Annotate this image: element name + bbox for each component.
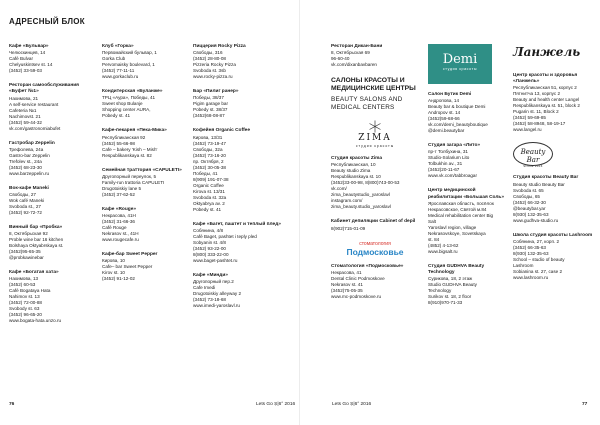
listing-line: Pugarin st. 11, Block 2 [513, 109, 559, 115]
listing-entry [102, 44, 188, 80]
listing-line: Нахимова, 21 [9, 95, 39, 101]
listing-name: Ресторан самообслуживания «Буфет №1» [9, 83, 79, 95]
listing-name: Вок-кафе Maneki [9, 185, 49, 191]
listing-line: 8, Октябрьская 69 [331, 50, 370, 56]
listing-line: instagram.com/ [331, 198, 363, 204]
listing-entry [9, 270, 95, 324]
listing-line: Ярославская область, посёлок [428, 200, 494, 206]
listing-line: Pigim garage bar [193, 101, 228, 107]
listing-line: Bolshaya Oktyabrskaya st. [9, 243, 64, 249]
listing-entry [9, 225, 95, 261]
demi-logo [428, 44, 492, 84]
listing-line: Nekrasov st., 41H [102, 231, 139, 237]
magazine-footer: Lets Go Ṣ|6° 2016 [332, 402, 372, 407]
listing-line: Lashroom [513, 262, 534, 268]
listing-line: (3452) 55-66-98 [102, 140, 135, 146]
listing-line: Cafe – bakery 'Kish – Mish' [102, 146, 158, 152]
listing-entry [331, 44, 419, 68]
zima-logo [331, 120, 419, 152]
listing-line: (3452) 93-22-00 [193, 245, 226, 251]
listing-line: Некрасова, 41Н [102, 213, 136, 219]
listing-line: Трефолева, 24а [9, 146, 44, 152]
listing-line: (3452) 66-35-63 [513, 244, 546, 250]
listing-line: (3452) 91-12-02 [102, 276, 135, 282]
listing-line: пр-т Толбухина, 31 [428, 149, 468, 155]
listing-line: (4852) 4-13-62 [428, 242, 459, 248]
listing-line: Andropov st. 14 [428, 110, 461, 116]
listing-entry [193, 128, 293, 212]
listing-entry [428, 188, 508, 254]
listing-entry [9, 186, 95, 216]
listing-line: Shopping center AURA, [102, 107, 151, 113]
listing-entry [513, 233, 595, 281]
listing-entry [428, 143, 508, 179]
listing-line: Beauty studio Beauty Bar [513, 181, 565, 187]
listing-line: (3452) 60-53 [9, 282, 36, 288]
listing-line: zima_beautystudio_yaroslavl [331, 192, 390, 198]
magazine-footer: Lets Go Ṣ|6° 2016 [256, 402, 296, 407]
listing-line: Studio GUDHVA Beauty [428, 282, 477, 288]
beautybar-wordmark: Beauty Bar [520, 148, 546, 165]
listing-entry [9, 44, 95, 74]
listing-line: Сурикова, 18, 2 этаж [428, 276, 473, 282]
listing-line: Drugotoiskiy alleyway 2 [193, 291, 241, 297]
listing-line: www.gorkaclub.ru [102, 74, 139, 80]
listing-line: Нахимова, 13 [9, 276, 39, 282]
listing-line: Svoboda st. 65 [513, 187, 544, 193]
right-column-2 [428, 44, 508, 315]
listing-line: (3452) 59-44-32 [9, 119, 42, 125]
page-number: 76 [9, 402, 15, 407]
dental-logo [331, 241, 419, 261]
listing-line: (3452) 59-69-85 [513, 115, 546, 121]
listing-line: (3452) 73-16-20 [193, 152, 226, 158]
listing-line: Свободы, 65 [513, 193, 540, 199]
listing-line: A self-service restaurant [9, 101, 59, 107]
listing-line: Drugotoiskiy lane 5 [102, 185, 142, 191]
listing-line: zima_beauty.studio_yaroslavl [331, 204, 391, 210]
zima-wordmark: ZIMA [358, 133, 392, 144]
listing-name: Гастробар Zeppelin [9, 140, 55, 146]
listing-line: (3452) 31-66-36 [102, 219, 135, 225]
listing-line: www.mc-podmoskove.ru [331, 293, 382, 299]
listing-line: (3452) 73-19-47 [193, 140, 226, 146]
listing-line: www.gudhva-studio.ru [513, 217, 559, 223]
listing-line: Proble wine bar 16 kitchen [9, 237, 64, 243]
listing-line: 8(930) 132-35-63 [513, 250, 549, 256]
listing-line: Nekrasovskoye, Sovetskaya [428, 230, 486, 236]
listing-name: Кафе «Бульвар» [9, 44, 49, 49]
listing-line: Челюскинцев, 14 [9, 50, 46, 56]
listing-line: Собянина, 4/8 [193, 227, 224, 233]
listing-line: Другопорный переулок, 5 [102, 173, 157, 179]
beautybar-badge [513, 142, 553, 169]
listing-line: www.lashroom.ru [513, 274, 549, 280]
listing-line: 8(910)970-71-33 [428, 300, 463, 306]
listing-line: @demi.beautybar [428, 128, 465, 134]
listing-entry [193, 44, 293, 80]
listing-line: www.baget-pashtet.ru [193, 257, 238, 263]
listing-line: (3452) 37-62-52 [102, 191, 135, 197]
listing-name: Бар «Пилиг ранер» [193, 89, 239, 95]
listing-line: 8, Октябрьская 92 [9, 231, 48, 237]
listing-entry [193, 222, 293, 264]
listing-line: Wok café Maneki [9, 198, 45, 204]
listing-line: Свободы, 32а [193, 146, 223, 152]
listing-line: Pervomaisky boulevard, 1 [102, 62, 155, 68]
listing-name: Пиццерия Rocky Pizza [193, 44, 246, 49]
listing-line: Café Bulvar [9, 56, 34, 62]
listing-line: (3452) 28-80-08 [193, 56, 226, 62]
listing-line: Svoboda st. 32a [193, 194, 227, 200]
listing-line: www.imedi-yaroslavl.ru [193, 303, 240, 309]
listing-line: (3452)95-65-35 [9, 249, 41, 255]
listing-entry [102, 252, 188, 282]
listing-line: Dental Clinic Podmoskove [331, 275, 385, 281]
listing-line: (3452)68-08-87 [193, 113, 225, 119]
listing-name: Ресторан Дикан-Бани [331, 44, 383, 49]
listing-line: Республиканская 92 [102, 134, 146, 140]
listing-line: Gastro-bar Zeppelin [9, 152, 50, 158]
listing-name: Кабинет депиляции Cabinet of depil [331, 219, 416, 225]
listing-line: (3452) 68-23-30 [9, 164, 42, 170]
listing-name: Школа студия красоты Lashroom [513, 232, 593, 238]
listing-line: Café Baget, pashtet i teply pled [193, 233, 257, 239]
listing-name: Студия загара «Лито» [428, 143, 481, 149]
listing-line: vk.com/demi_beautyboutique [428, 122, 488, 128]
listing-line: (3452) 30-05-38 [193, 164, 226, 170]
listing-line: Yaroslavl region, village [428, 224, 477, 230]
listing-entry [331, 264, 419, 300]
listing-line: Некрасова, 41 [331, 269, 362, 275]
listing-line: vk.com/gastronomiabufet [9, 125, 61, 131]
listing-line: (3452) 77-11-11 [102, 68, 135, 74]
listing-line: Nachimovst. 21 [9, 113, 41, 119]
listing-line: Family-run trattoria CAPULETI [102, 179, 165, 185]
section-heading-ru: САЛОНЫ КРАСОТЫ И МЕДИЦИНСКИЕ ЦЕНТРЫ [331, 77, 416, 93]
listing-line: Café Bogataya Hata [9, 288, 51, 294]
beautybar-since: SINCE 2016 [523, 164, 543, 169]
listing-line: Cafe Imedi [193, 285, 216, 291]
listing-name: Студия GUDHVA Beauty Technology [428, 263, 485, 276]
listing-line: Cafe– bar Sweet Pepper [102, 264, 153, 270]
listing-line: Svoboda st., 27 [9, 204, 41, 210]
listing-line: Первомайский бульвар, 1 [102, 50, 157, 56]
listing-line: Республиканская 51, корпус 2 [513, 85, 577, 91]
listing-line: 8(902)715-01-09 [331, 225, 366, 231]
listing-line: 96-60-40 [331, 56, 350, 62]
beautybar-logo [513, 142, 595, 172]
listing-name: Салон Бутик Demi [428, 92, 472, 97]
listing-line: Sobianina st. 27, case 2 [513, 268, 563, 274]
listing-entry [513, 73, 595, 133]
listing-line: www.rocky-pizza.ru [193, 74, 233, 80]
listing-line: пр. Октября, 2 [193, 158, 224, 164]
listing-line: Beauty and health center Langel [513, 97, 580, 103]
listing-entry [102, 207, 188, 243]
listing-line: School – studio of beauty [513, 256, 565, 262]
listing-name: Центр красоты и здоровья «Ланжель» [513, 73, 578, 85]
listing-name: Стоматология «Подмосковье» [331, 263, 404, 269]
listing-line: Technology [428, 288, 452, 294]
listing-line: Nahimov st. 13 [9, 294, 40, 300]
listing-line: (3452) 58-8948, 58-19-17 [513, 121, 566, 127]
listing-line: www.bogata-hata.unzo.ru [9, 318, 62, 324]
dental-logo-line2: Подмосковье [346, 246, 404, 257]
listing-line: 8(909) 191-07-38 [193, 176, 229, 182]
listing-line: 8(930) 132-35-63 [513, 211, 549, 217]
section-title: АДРЕСНЫЙ БЛОК [9, 17, 85, 26]
listing-line: @beautybar.yar [513, 205, 546, 211]
listing-line: Chelyuskintsev st. 14 [9, 62, 53, 68]
listing-line: www.barzeppelin.ru [9, 170, 50, 176]
listing-line: Respublikanskaya st. 51, block 2 [513, 103, 580, 109]
listing-line: Sobyanin st. 4/8 [193, 239, 226, 245]
listing-line: Café Rouge [102, 225, 127, 231]
listing-line: (3452)20-11-67 [428, 167, 460, 173]
listing-line: Свободы, 316 [193, 50, 223, 56]
listing-entry [331, 219, 419, 231]
listing-name: Центр медицинской реабилитации «Большая Соль» [428, 188, 505, 200]
lanzhel-logo [513, 44, 595, 70]
listing-line: (3452) 73-18-68 [193, 297, 226, 303]
listing-line: Cafeteria №1 [9, 107, 37, 113]
left-column-1 [9, 44, 95, 333]
listing-line: www.rougecafe.ru [102, 237, 139, 243]
demi-tagline: студия красоты [442, 67, 478, 71]
listing-line: Пятнитча 13, корпус 2 [513, 91, 561, 97]
listing-name: Клуб «Горка» [102, 44, 134, 49]
listing-line: Nekrasov st. 41 [331, 281, 363, 287]
page-number: 77 [582, 402, 588, 407]
listing-line: ТРЦ «Аура», Победы, 41 [102, 95, 156, 101]
listing-line: Собянина, 27, корп. 2 [513, 238, 560, 244]
listing-line: Победы, 41 [193, 170, 218, 176]
listing-line: (3452) 96-65-20 [9, 312, 42, 318]
listing-line: Kirov st. 10 [102, 270, 125, 276]
listing-line: Trefolev st., 24a [9, 158, 42, 164]
listing-line: Pobedy st. 41 [193, 206, 222, 212]
listing-entry [9, 141, 95, 177]
listing-name: Студия красоты Beauty Bar [513, 175, 579, 181]
listing-name: Кафе «Минди» [193, 272, 228, 278]
listing-entry [102, 128, 188, 158]
listing-line: Beauty bar & boutique Demi [428, 104, 486, 110]
listing-entry [9, 83, 95, 131]
right-column-1 [331, 44, 419, 309]
listing-line: www.vk.com/tabbroagar [428, 173, 478, 179]
listing-line: Андропова, 14 [428, 98, 460, 104]
listing-line: (3452) 66-32-30 [513, 199, 546, 205]
demi-wordmark: Demi [442, 52, 478, 67]
listing-line: @probkawinebar [9, 255, 44, 261]
listing-entry [513, 175, 595, 223]
listing-name: Винный бар «Пробка» [9, 225, 63, 231]
listing-line: Respublikanskaya st. 10 [331, 174, 381, 180]
listing-line: Salt [428, 218, 436, 224]
listing-line: Respublikanskaya st. 82 [102, 152, 152, 158]
zima-tagline: студия красоты [355, 144, 395, 149]
listing-name: Кондитерская «Буланже» [102, 89, 163, 95]
section-heading-en: BEAUTY SALONS AND MEDICAL CENTERS [331, 96, 403, 112]
listing-line: Другопорный пер.2 [193, 279, 234, 285]
listing-line: vk.com/dixanbavbaren [331, 62, 377, 68]
listing-name: Кафе-пекарня «Пека-Мика» [102, 128, 167, 134]
right-page [300, 0, 600, 425]
listing-line: Surikov st. 18, 2 floor [428, 294, 472, 300]
listing-line: Medical rehabilitation center Big [428, 212, 494, 218]
listing-line: (3452) 33-59-03 [9, 68, 42, 74]
listing-line: Oktyabrya av. 2 [193, 200, 225, 206]
listing-name: Студия красоты Zima [331, 156, 383, 162]
listing-line: Svoboda st. 3sb [193, 68, 226, 74]
listing-name: Кафе «Багет, паштет и теплый плед» [193, 221, 281, 227]
listing-line: (3452) 72-00-88 [9, 300, 42, 306]
listing-line: Sweet shop Bulanje [102, 101, 143, 107]
listing-name: Кофейня Organic Coffee [193, 128, 251, 134]
listing-entry [428, 92, 508, 134]
listing-line: Свободы, 27 [9, 192, 36, 198]
listing-line: (3452)33-00-98, 8(800)743-00-53 [331, 180, 400, 186]
listing-name: Семейная траттория «CAPULETI» [102, 167, 182, 173]
listing-entry [102, 89, 188, 119]
dental-logo-line1: стоматология [359, 240, 391, 247]
listing-line: Studio-Solarium Lito [428, 155, 470, 161]
listing-line: Pobedy st. 38/37 [193, 107, 228, 113]
listing-line: vk.com/ [331, 186, 347, 192]
listing-line: Kirova st. 13/31 [193, 188, 225, 194]
listing-line: Svobody st. 63 [9, 306, 40, 312]
listing-name: Кафе-бар Sweet Pepper [102, 252, 158, 258]
listing-line: Республиканская, 10 [331, 162, 376, 168]
listing-line: (3452)59-68-66 [428, 116, 460, 122]
listing-line: Organic Coffee [193, 182, 224, 188]
snowflake-icon [367, 120, 383, 133]
listing-line: st. 84 [428, 236, 440, 242]
listing-line: (3452) 92-72-72 [9, 210, 42, 216]
listing-entry [102, 168, 188, 198]
left-column-3 [193, 44, 293, 318]
listing-line: www.bigsalt.ru [428, 248, 458, 254]
listing-line: www.langel.ru [513, 127, 542, 133]
listing-line: Beauty studio Zima [331, 168, 371, 174]
left-column-2 [102, 44, 188, 291]
listing-name: Кафе «Rouge» [102, 206, 137, 212]
listing-line: 8(800) 333-22-00 [193, 251, 229, 257]
listing-entry [193, 273, 293, 309]
listing-line: Pobedy st. 41 [102, 113, 131, 119]
listing-line: Кирова, 10 [102, 258, 125, 264]
listing-line: Gorka Club [102, 56, 126, 62]
listing-line: Tolbukhin av., 31 [428, 161, 463, 167]
listing-line: Некрасовское, Святой м.84 [428, 206, 487, 212]
listing-entry [193, 89, 293, 119]
lanzhel-wordmark: Ланжель [513, 45, 581, 59]
listing-line: Кирова, 13/31 [193, 134, 223, 140]
listing-line: Pizzeria Rocky Pizza [193, 62, 236, 68]
listing-name: Кафе «Богатая хата» [9, 270, 59, 276]
listing-line: Победы, 38/37 [193, 95, 224, 101]
listing-entry [331, 156, 419, 210]
listing-entry [428, 264, 508, 306]
right-column-3 [513, 44, 595, 290]
listing-line: (3452)75-05-35 [331, 287, 363, 293]
